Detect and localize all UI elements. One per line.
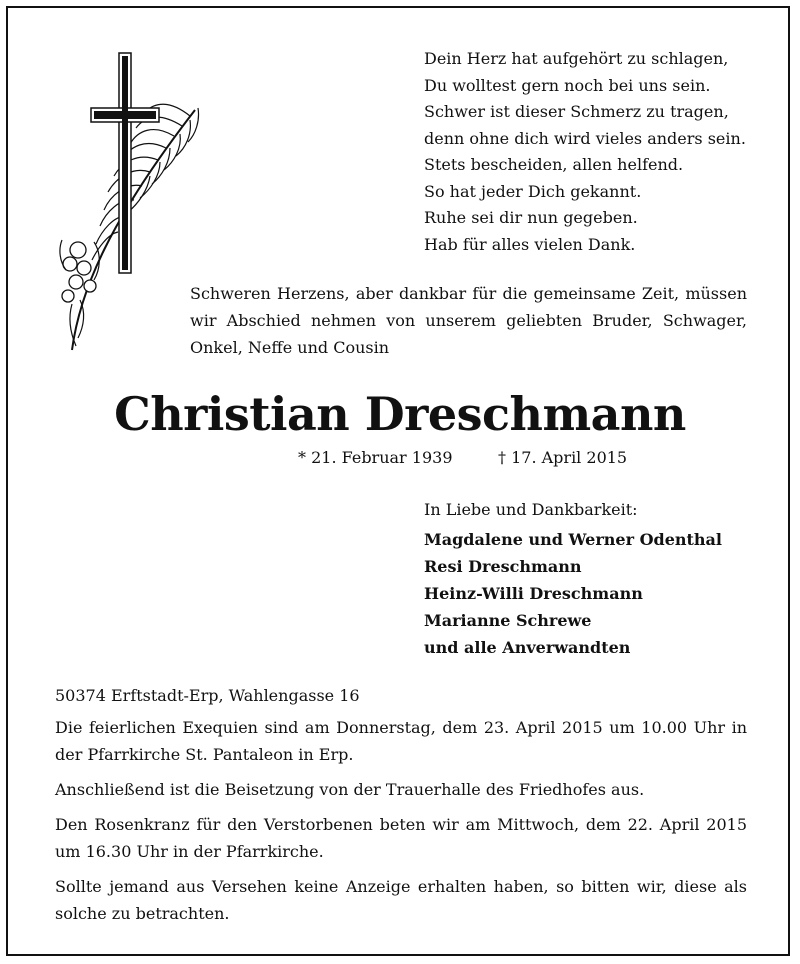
mourner-name: Heinz-Willi Dreschmann xyxy=(424,584,643,603)
mourner-name: Magdalene und Werner Odenthal xyxy=(424,530,722,549)
burial-info: Anschließend ist die Beisetzung von der Trauerhalle des Friedhofes aus. xyxy=(55,780,645,799)
poem-line: Stets bescheiden, allen helfend. xyxy=(424,155,684,174)
mourner-name: und alle Anverwandten xyxy=(424,638,631,657)
address: 50374 Erftstadt-Erp, Wahlengasse 16 xyxy=(55,686,360,705)
poem xyxy=(424,46,746,258)
poem-line: Du wolltest gern noch bei uns sein. xyxy=(424,75,711,95)
poem-line: Ruhe sei dir nun gegeben. xyxy=(424,208,638,227)
notice-info: Sollte jemand aus Versehen keine Anzeige erhalten haben, so bitten wir, diese als solche zu betrachten. xyxy=(55,877,747,923)
poem-line: So hat jeder Dich gekannt. xyxy=(424,181,642,201)
rosary-info: Den Rosenkranz für den Verstorbenen beten wir am Mittwoch, dem 22. April 2015 um 16.30 Uhr in der Pfarrkirche. xyxy=(55,815,747,861)
poem-line: Dein Herz hat aufgehört zu schlagen, xyxy=(424,49,729,68)
service-details xyxy=(55,682,747,935)
mourners-list xyxy=(424,526,722,661)
poem-line: Schwer ist dieser Schmerz zu tragen, xyxy=(424,102,729,121)
cross-with-palm-icon xyxy=(50,50,210,360)
mourning-intro: In Liebe und Dankbarkeit: xyxy=(424,500,638,519)
exequien-info: Die feierlichen Exequien sind am Donnerstag, dem 23. April 2015 um 10.00 Uhr in der Pfarrkirche St. Pantaleon in Erp. xyxy=(55,718,747,764)
mourner-name: Marianne Schrewe xyxy=(424,611,592,630)
deceased-name: Christian Dreschmann xyxy=(114,387,686,441)
poem-line: Hab für alles vielen Dank. xyxy=(424,234,636,254)
intro-text: Schweren Herzens, aber dankbar für die gemeinsame Zeit, müssen wir Abschied nehmen von unserem geliebten Bruder, Schwager, Onkel, Neffe und Cousin xyxy=(190,284,747,357)
mourner-name: Resi Dreschmann xyxy=(424,557,582,576)
poem-line: denn ohne dich wird vieles anders sein. xyxy=(424,128,746,148)
birth-date: * 21. Februar 1939 xyxy=(298,448,453,467)
death-date: † 17. April 2015 xyxy=(498,448,628,467)
